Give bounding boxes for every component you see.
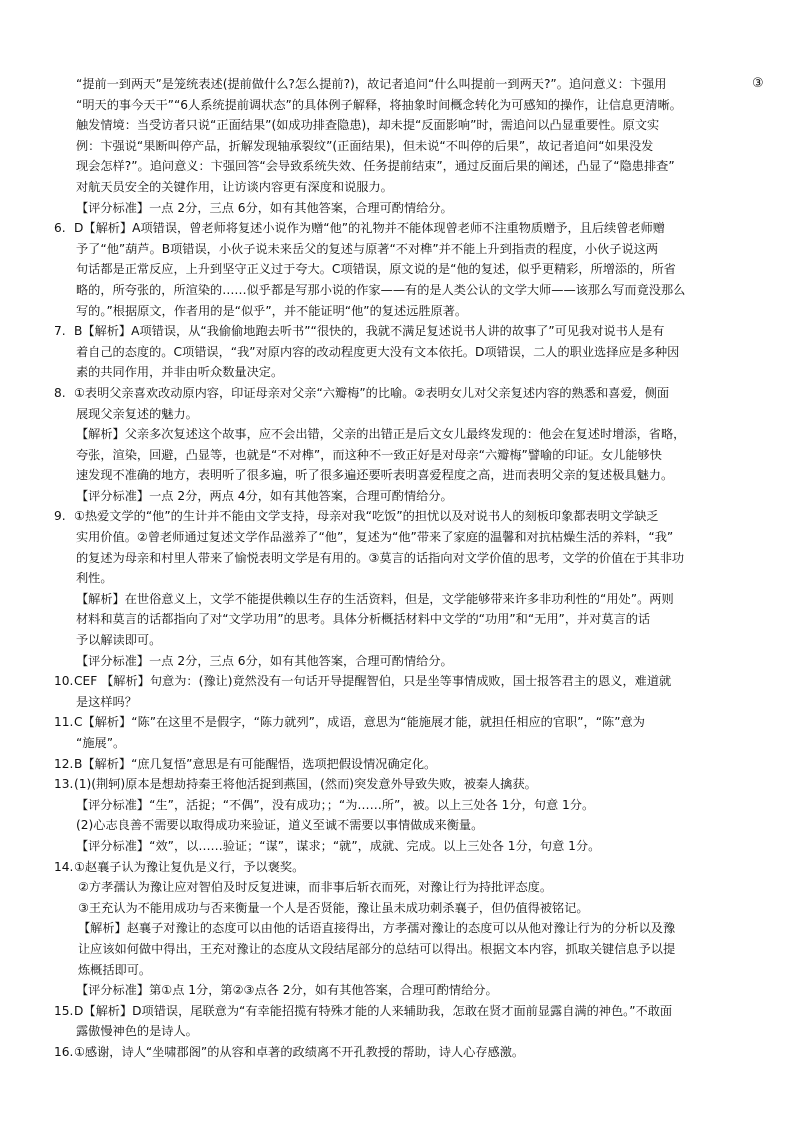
- document-line: [54, 383, 754, 404]
- line-text: 利性。: [76, 571, 113, 586]
- question-number: 8.: [54, 385, 66, 400]
- line-text: 材料和莫言的话都指向了对“文学功用”的思考。具体分析概括材料中文学的“功用”和“无用”，并对莫言的话: [76, 612, 651, 627]
- document-line: [54, 506, 754, 527]
- line-text: 展现父亲复述的魅力。: [76, 406, 198, 421]
- line-text: ①感谢，诗人“坐啸郡阁”的从容和卓著的政绩离不开孔教授的帮助，诗人心存感激。: [74, 1044, 525, 1059]
- line-text: 【评分标准】一点 2分，三点 6分，如有其他答案，合理可酌情给分。: [76, 200, 453, 215]
- line-text: 【评分标准】一点 2分，三点 6分，如有其他答案，合理可酌情给分。: [76, 653, 453, 668]
- line-text: 是这样吗？: [76, 694, 137, 709]
- line-text: 予了“他”葫芦。B项错误，小伙子说未来岳父的复述与原著“不对榫”并不能上升到指责的程度，小伙子说这两: [76, 241, 659, 256]
- document-line: [54, 548, 754, 569]
- document-line: [54, 424, 754, 445]
- document-line: [54, 1001, 754, 1022]
- line-text: 实用价值。②曾老师通过复述文学作品滋养了“他”，复述为“他”带来了家庭的温馨和对抗枯燥生活的养料，“我”: [76, 530, 674, 545]
- line-text: (1)(荆轲)原本是想劫持秦王将他活捉到燕国，(然而)突发意外导致失败，被秦人擒获。: [74, 777, 537, 792]
- document-line: [54, 156, 754, 177]
- line-text: “明天的事今天干”“6人系统提前调状态”的具体例子解释，将抽象时间概念转化为可感知的操作，让信息更清晰。: [76, 97, 682, 112]
- line-text: 素的共同作用，并非由听众数量决定。: [76, 365, 284, 380]
- line-text: 速发现不准确的地方，表明听了很多遍，听了很多遍还要听表明喜爱程度之高，进而表明父亲的复述极具魅力。: [76, 468, 674, 483]
- line-text: 例：卞强说“果断叫停产品，折解发现轴承裂纹”(正面结果)，但未说“不叫停的后果”，故记者追问“如果没发: [76, 138, 654, 153]
- line-text: 略的，所夸张的，所渲染的……似乎都是写那小说的作家——有的是人类公认的文学大师——该那么写而竟没那么: [76, 282, 686, 297]
- document-line: [54, 465, 754, 486]
- document-line: [54, 342, 754, 363]
- line-text: ①赵襄子认为豫让复仇是义行，予以褒奖。: [74, 859, 305, 874]
- line-text: ③王充认为不能用成功与否来衡量一个人是否贤能，豫让虽未成功刺杀襄子，但仍值得被铭记。: [78, 900, 589, 915]
- question-number: 15.: [54, 1003, 74, 1018]
- line-text: 写的。”根据原文，作者用的是“似乎”，并不能证明“他”的复述远胜原著。: [76, 303, 468, 318]
- line-text: 触发情境：当受访者只说“正面结果”(如成功排查隐患)，却未提“反面影响”时，需追问以凸显重要性。原文实: [76, 118, 660, 133]
- line-text: 对航天员安全的关键作用，让访谈内容更有深度和说服力。: [76, 179, 393, 194]
- line-text: 【解析】赵襄子对豫让的态度可以由他的话语直接得出，方孝孺对豫让的态度可以从他对豫让行为的分析以及豫: [78, 921, 676, 936]
- question-number: 11.: [54, 715, 74, 730]
- document-line: [54, 259, 754, 280]
- line-text: 炼概括即可。: [78, 962, 152, 977]
- document-line: [54, 733, 754, 754]
- line-text: 【解析】父亲多次复述这个故事，应不会出错，父亲的出错正是后文女儿最终发现的：他会在复述时增添，省略，: [76, 427, 686, 442]
- line-text: 露傲慢神色的是诗人。: [76, 1024, 198, 1039]
- document-line: [54, 1021, 754, 1042]
- line-text: 夸张，渲染，回避，凸显等，也就是“不对榫”，而这种不一致正好是对母亲“六瓣梅”譬喻的印证。女儿能够快: [76, 447, 662, 462]
- question-number: 10.: [54, 674, 74, 689]
- line-text: (2)心志良善不需要以取得成功来验证，道义至诚不需要以事情做成来衡量。: [76, 818, 484, 833]
- line-text: “提前一到两天”是笼统表述(提前做什么?怎么提前?)，故记者追问“什么叫提前一到两天?”。追问意义：卞强用: [76, 77, 667, 91]
- document-line: [54, 836, 754, 857]
- line-text: 让应该如何做中得出，王充对豫让的态度从文段结尾部分的总结可以得出。根据文本内容，抓取关键信息予以提: [78, 941, 676, 956]
- document-line: [54, 877, 754, 898]
- line-text: 【评分标准】“生”，活捉；“不偶”，没有成功；；“为……所”，被。以上三处各 1分，句意 1分。: [76, 797, 595, 812]
- question-number: 12.: [54, 756, 74, 771]
- document-line: [54, 239, 754, 260]
- document-line: [54, 918, 754, 939]
- document-line: [54, 774, 754, 795]
- document-line: [54, 939, 754, 960]
- document-line: [54, 527, 754, 548]
- document-line: [54, 280, 754, 301]
- question-number: 13.: [54, 777, 74, 792]
- line-text: 着自己的态度的。C项错误，“我”对原内容的改动程度更大没有文本依托。D项错误，二人的职业选择应是多种因: [76, 344, 680, 359]
- line-text: ①表明父亲喜欢改动原内容，印证母亲对父亲“六瓣梅”的比喻。②表明女儿对父亲复述内容的熟悉和喜爱，侧面: [74, 385, 670, 400]
- document-line: [54, 1042, 754, 1063]
- document-line: [54, 136, 754, 157]
- line-text: ①热爱文学的“他”的生计并不能由文学支持，母亲对我“吃饭”的担忧以及对说书人的刻板印象都表明文学缺乏: [74, 509, 659, 524]
- line-text: 句话都是正常反应，上升到坚守正义过于夸大。C项错误，原文说的是“他的复述，似乎更精彩，所增添的，所省: [76, 262, 676, 277]
- document-line: [54, 712, 754, 733]
- question-number: 6.: [54, 221, 66, 236]
- document-line: [54, 754, 754, 775]
- document-line: [54, 815, 754, 836]
- document-line: [54, 177, 754, 198]
- document-line: [54, 671, 754, 692]
- document-line: [54, 651, 754, 672]
- document-line: [54, 74, 754, 95]
- question-number: 7.: [54, 324, 66, 339]
- question-number: 9.: [54, 509, 66, 524]
- document-line: [54, 404, 754, 425]
- line-text: B【解析】“庶几复悟”意思是有可能醒悟，选项把假设情况确定化。: [74, 756, 437, 771]
- line-text: D【解析】A项错误，曾老师将复述小说作为赠“他”的礼物并不能体现曾老师不注重物质赠予，且后续曾老师赠: [74, 221, 665, 236]
- line-text: D【解析】D项错误，尾联意为“有幸能招揽有特殊才能的人来辅助我，怎敢在贤才面前显露自满的神色。”不敢面: [74, 1003, 673, 1018]
- line-text: 予以解读即可。: [76, 633, 162, 648]
- line-text: C【解析】“陈”在这里不是假字，“陈力就列”，成语，意思为“能施展才能，就担任相应的官职”，“陈”意为: [74, 715, 645, 730]
- document-line: [54, 630, 754, 651]
- line-text: CEF 【解析】句意为：(豫让)竟然没有一句话开导提醒智伯，只是坐等事情成败，国士报答君主的恩义，难道就: [74, 674, 672, 689]
- document-line: [54, 198, 754, 219]
- document-body: [54, 74, 754, 1063]
- document-line: [54, 301, 754, 322]
- question-number: 14.: [54, 859, 74, 874]
- document-line: [54, 95, 754, 116]
- document-line: [54, 692, 754, 713]
- document-line: [54, 589, 754, 610]
- document-line: [54, 795, 754, 816]
- line-text: B【解析】A项错误，从“我偷偷地跑去听书”“很快的，我就不满足复述说书人讲的故事了”可见我对说书人是有: [74, 324, 665, 339]
- line-text: 【评分标准】“效”，以……验证；“谋”，谋求；“就”，成就、完成。以上三处各 1分，句意 1分。: [76, 838, 601, 853]
- document-line: [54, 445, 754, 466]
- document-line: [54, 898, 754, 919]
- document-line: [54, 980, 754, 1001]
- document-line: [54, 857, 754, 878]
- document-line: [54, 218, 754, 239]
- document-line: [54, 486, 754, 507]
- document-line: [54, 362, 754, 383]
- side-mark: ③: [752, 76, 764, 91]
- line-text: 的复述为母亲和村里人带来了愉悦表明文学是有用的。③莫言的话指向对文学价值的思考，文学的价值在于其非功: [76, 550, 685, 565]
- document-line: [54, 568, 754, 589]
- line-text: 现会怎样?”。追问意义：卞强回答“会导致系统失效、任务提前结束”，通过反面后果的阐述，凸显了“隐患排查”: [76, 159, 675, 174]
- document-line: [54, 609, 754, 630]
- question-number: 16.: [54, 1044, 74, 1059]
- line-text: 【评分标准】一点 2分，两点 4分，如有其他答案，合理可酌情给分。: [76, 488, 453, 503]
- line-text: “施展”。: [76, 736, 126, 750]
- document-line: [54, 115, 754, 136]
- line-text: ②方孝孺认为豫让应对智伯及时反复进谏，而非事后斩衣而死，对豫让行为持批评态度。: [78, 880, 553, 895]
- document-line: [54, 960, 754, 981]
- document-line: [54, 321, 754, 342]
- line-text: 【评分标准】第①点 1分，第②③点各 2分，如有其他答案，合理可酌情给分。: [76, 983, 498, 998]
- line-text: 【解析】在世俗意义上，文学不能提供赖以生存的生活资料，但是，文学能够带来许多非功利性的“用处”。两则: [76, 591, 674, 606]
